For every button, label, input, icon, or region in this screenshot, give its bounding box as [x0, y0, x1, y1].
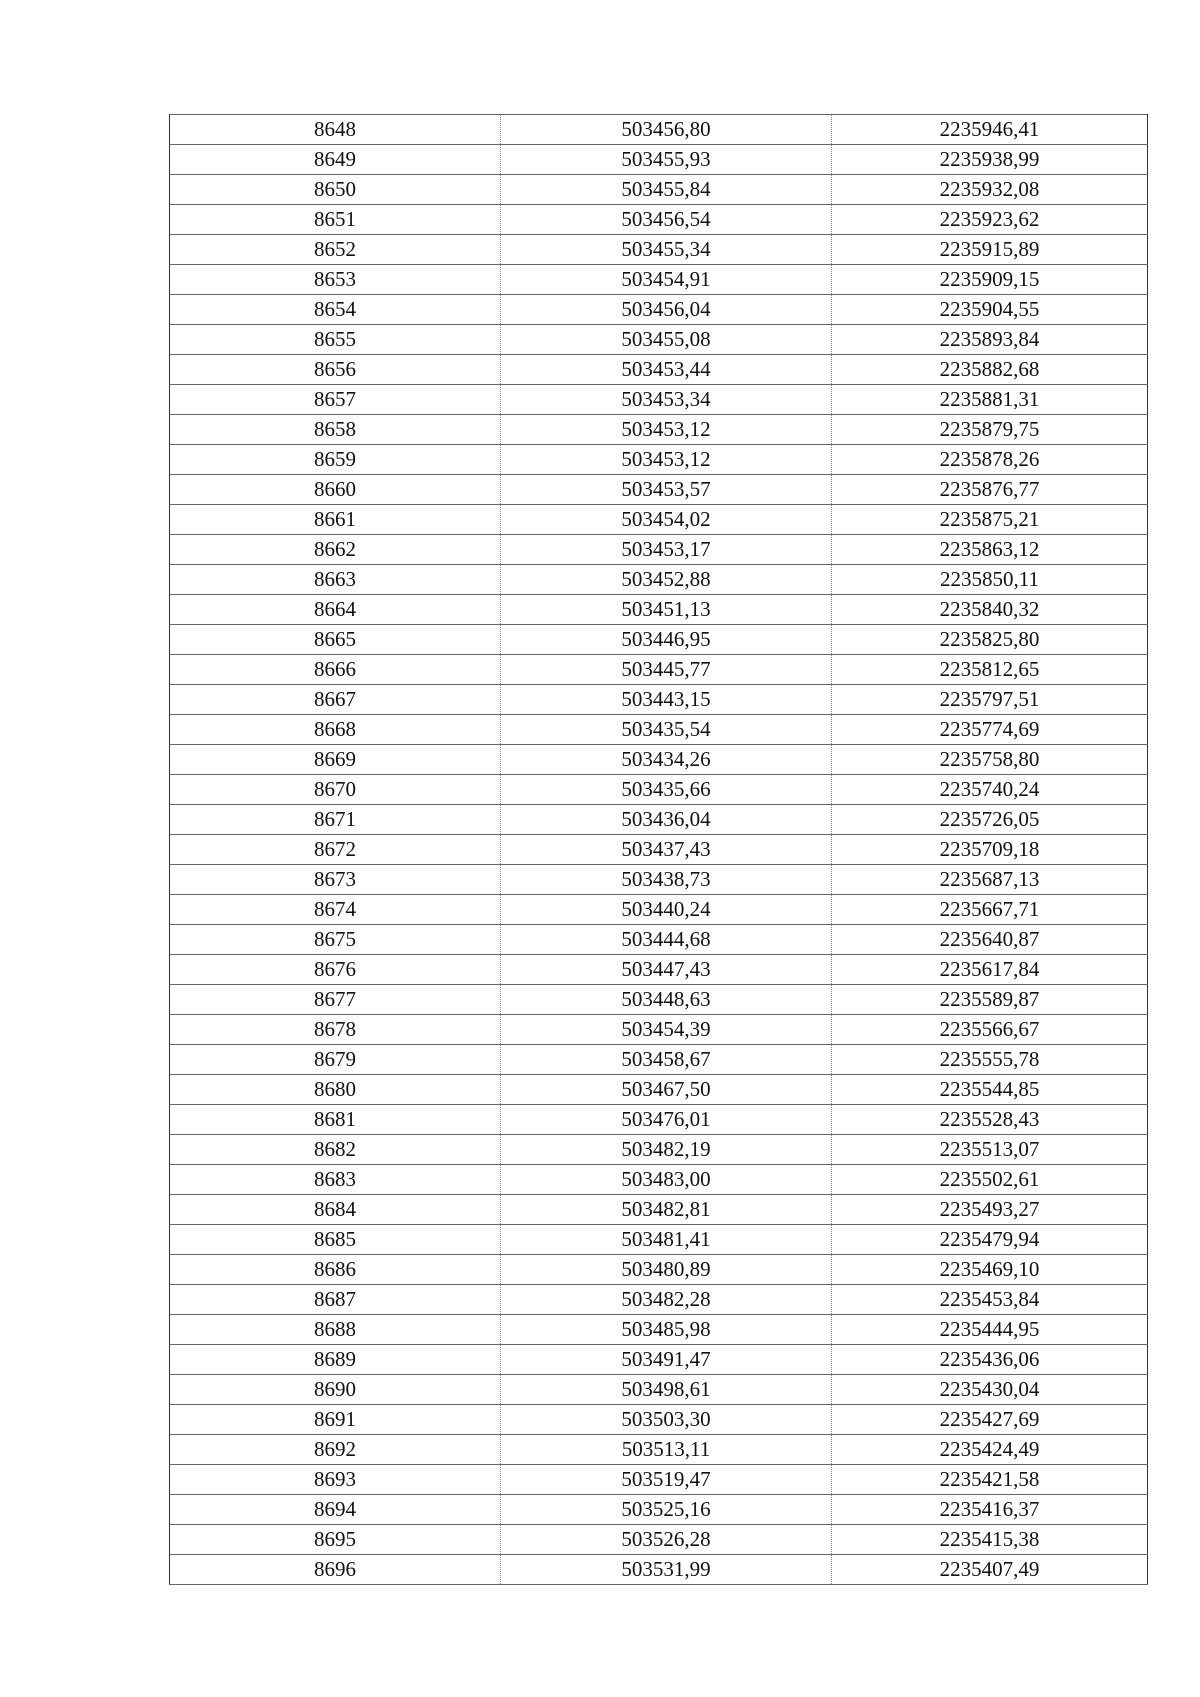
y-coordinate-cell: 2235436,06 [832, 1345, 1148, 1375]
table-row [170, 805, 1148, 835]
table-row [170, 1555, 1148, 1585]
y-coordinate-cell: 2235709,18 [832, 835, 1148, 865]
y-coordinate-cell: 2235589,87 [832, 985, 1148, 1015]
y-coordinate-cell: 2235840,32 [832, 595, 1148, 625]
x-coordinate-cell: 503531,99 [501, 1555, 832, 1585]
y-coordinate-cell: 2235740,24 [832, 775, 1148, 805]
x-coordinate-cell: 503438,73 [501, 865, 832, 895]
x-coordinate-cell: 503456,80 [501, 115, 832, 145]
table-row [170, 205, 1148, 235]
x-coordinate-cell: 503446,95 [501, 625, 832, 655]
table-row [170, 745, 1148, 775]
point-number-cell: 8660 [170, 475, 501, 505]
point-number-cell: 8671 [170, 805, 501, 835]
point-number-cell: 8659 [170, 445, 501, 475]
x-coordinate-cell: 503483,00 [501, 1165, 832, 1195]
point-number-cell: 8649 [170, 145, 501, 175]
x-coordinate-cell: 503436,04 [501, 805, 832, 835]
table-row [170, 1165, 1148, 1195]
point-number-cell: 8677 [170, 985, 501, 1015]
table-row [170, 1315, 1148, 1345]
point-number-cell: 8657 [170, 385, 501, 415]
x-coordinate-cell: 503437,43 [501, 835, 832, 865]
y-coordinate-cell: 2235876,77 [832, 475, 1148, 505]
y-coordinate-cell: 2235453,84 [832, 1285, 1148, 1315]
y-coordinate-cell: 2235881,31 [832, 385, 1148, 415]
table-row [170, 685, 1148, 715]
y-coordinate-cell: 2235469,10 [832, 1255, 1148, 1285]
y-coordinate-cell: 2235444,95 [832, 1315, 1148, 1345]
point-number-cell: 8696 [170, 1555, 501, 1585]
y-coordinate-cell: 2235415,38 [832, 1525, 1148, 1555]
x-coordinate-cell: 503454,91 [501, 265, 832, 295]
x-coordinate-cell: 503453,57 [501, 475, 832, 505]
table-row [170, 1525, 1148, 1555]
point-number-cell: 8686 [170, 1255, 501, 1285]
table-row [170, 475, 1148, 505]
x-coordinate-cell: 503455,84 [501, 175, 832, 205]
x-coordinate-cell: 503453,17 [501, 535, 832, 565]
x-coordinate-cell: 503453,12 [501, 445, 832, 475]
point-number-cell: 8687 [170, 1285, 501, 1315]
y-coordinate-cell: 2235528,43 [832, 1105, 1148, 1135]
point-number-cell: 8694 [170, 1495, 501, 1525]
x-coordinate-cell: 503480,89 [501, 1255, 832, 1285]
point-number-cell: 8663 [170, 565, 501, 595]
table-row [170, 1225, 1148, 1255]
point-number-cell: 8652 [170, 235, 501, 265]
x-coordinate-cell: 503443,15 [501, 685, 832, 715]
table-row [170, 1495, 1148, 1525]
point-number-cell: 8667 [170, 685, 501, 715]
y-coordinate-cell: 2235879,75 [832, 415, 1148, 445]
table-row [170, 595, 1148, 625]
x-coordinate-cell: 503435,54 [501, 715, 832, 745]
table-row [170, 295, 1148, 325]
x-coordinate-cell: 503454,02 [501, 505, 832, 535]
point-number-cell: 8674 [170, 895, 501, 925]
table-row [170, 1255, 1148, 1285]
table-row [170, 1465, 1148, 1495]
table-row [170, 565, 1148, 595]
y-coordinate-cell: 2235479,94 [832, 1225, 1148, 1255]
y-coordinate-cell: 2235893,84 [832, 325, 1148, 355]
table-row [170, 235, 1148, 265]
table-row [170, 625, 1148, 655]
table-row [170, 1375, 1148, 1405]
table-row [170, 1105, 1148, 1135]
x-coordinate-cell: 503476,01 [501, 1105, 832, 1135]
point-number-cell: 8692 [170, 1435, 501, 1465]
x-coordinate-cell: 503481,41 [501, 1225, 832, 1255]
y-coordinate-cell: 2235424,49 [832, 1435, 1148, 1465]
y-coordinate-cell: 2235882,68 [832, 355, 1148, 385]
table-row [170, 115, 1148, 145]
x-coordinate-cell: 503455,34 [501, 235, 832, 265]
y-coordinate-cell: 2235946,41 [832, 115, 1148, 145]
point-number-cell: 8684 [170, 1195, 501, 1225]
x-coordinate-cell: 503445,77 [501, 655, 832, 685]
x-coordinate-cell: 503434,26 [501, 745, 832, 775]
point-number-cell: 8648 [170, 115, 501, 145]
point-number-cell: 8653 [170, 265, 501, 295]
point-number-cell: 8666 [170, 655, 501, 685]
point-number-cell: 8675 [170, 925, 501, 955]
y-coordinate-cell: 2235617,84 [832, 955, 1148, 985]
point-number-cell: 8689 [170, 1345, 501, 1375]
point-number-cell: 8688 [170, 1315, 501, 1345]
point-number-cell: 8685 [170, 1225, 501, 1255]
point-number-cell: 8681 [170, 1105, 501, 1135]
point-number-cell: 8662 [170, 535, 501, 565]
table-row [170, 415, 1148, 445]
y-coordinate-cell: 2235875,21 [832, 505, 1148, 535]
table-row [170, 655, 1148, 685]
point-number-cell: 8668 [170, 715, 501, 745]
table-row [170, 265, 1148, 295]
y-coordinate-cell: 2235513,07 [832, 1135, 1148, 1165]
point-number-cell: 8656 [170, 355, 501, 385]
x-coordinate-cell: 503440,24 [501, 895, 832, 925]
x-coordinate-cell: 503447,43 [501, 955, 832, 985]
y-coordinate-cell: 2235923,62 [832, 205, 1148, 235]
y-coordinate-cell: 2235812,65 [832, 655, 1148, 685]
x-coordinate-cell: 503467,50 [501, 1075, 832, 1105]
table-row [170, 985, 1148, 1015]
x-coordinate-cell: 503453,34 [501, 385, 832, 415]
x-coordinate-cell: 503444,68 [501, 925, 832, 955]
point-number-cell: 8682 [170, 1135, 501, 1165]
table-row [170, 1075, 1148, 1105]
y-coordinate-cell: 2235687,13 [832, 865, 1148, 895]
x-coordinate-cell: 503451,13 [501, 595, 832, 625]
point-number-cell: 8672 [170, 835, 501, 865]
table-row [170, 835, 1148, 865]
table-row [170, 1345, 1148, 1375]
x-coordinate-cell: 503482,81 [501, 1195, 832, 1225]
x-coordinate-cell: 503454,39 [501, 1015, 832, 1045]
x-coordinate-cell: 503525,16 [501, 1495, 832, 1525]
table-row [170, 1015, 1148, 1045]
y-coordinate-cell: 2235825,80 [832, 625, 1148, 655]
y-coordinate-cell: 2235640,87 [832, 925, 1148, 955]
x-coordinate-cell: 503452,88 [501, 565, 832, 595]
table-row [170, 775, 1148, 805]
point-number-cell: 8680 [170, 1075, 501, 1105]
point-number-cell: 8651 [170, 205, 501, 235]
x-coordinate-cell: 503519,47 [501, 1465, 832, 1495]
table-row [170, 1135, 1148, 1165]
table-row [170, 355, 1148, 385]
table-row [170, 1405, 1148, 1435]
x-coordinate-cell: 503498,61 [501, 1375, 832, 1405]
point-number-cell: 8665 [170, 625, 501, 655]
x-coordinate-cell: 503453,12 [501, 415, 832, 445]
table-row [170, 145, 1148, 175]
x-coordinate-cell: 503456,54 [501, 205, 832, 235]
y-coordinate-cell: 2235421,58 [832, 1465, 1148, 1495]
y-coordinate-cell: 2235938,99 [832, 145, 1148, 175]
y-coordinate-cell: 2235726,05 [832, 805, 1148, 835]
point-number-cell: 8673 [170, 865, 501, 895]
y-coordinate-cell: 2235932,08 [832, 175, 1148, 205]
table-row [170, 925, 1148, 955]
y-coordinate-cell: 2235915,89 [832, 235, 1148, 265]
table-row [170, 385, 1148, 415]
table-row [170, 1285, 1148, 1315]
x-coordinate-cell: 503455,08 [501, 325, 832, 355]
table-row [170, 535, 1148, 565]
y-coordinate-cell: 2235430,04 [832, 1375, 1148, 1405]
point-number-cell: 8695 [170, 1525, 501, 1555]
y-coordinate-cell: 2235502,61 [832, 1165, 1148, 1195]
x-coordinate-cell: 503458,67 [501, 1045, 832, 1075]
x-coordinate-cell: 503503,30 [501, 1405, 832, 1435]
x-coordinate-cell: 503526,28 [501, 1525, 832, 1555]
table-row [170, 175, 1148, 205]
point-number-cell: 8676 [170, 955, 501, 985]
x-coordinate-cell: 503448,63 [501, 985, 832, 1015]
y-coordinate-cell: 2235427,69 [832, 1405, 1148, 1435]
point-number-cell: 8693 [170, 1465, 501, 1495]
y-coordinate-cell: 2235904,55 [832, 295, 1148, 325]
table-row [170, 445, 1148, 475]
point-number-cell: 8658 [170, 415, 501, 445]
point-number-cell: 8678 [170, 1015, 501, 1045]
table-row [170, 325, 1148, 355]
coordinates-table-body [170, 115, 1148, 1585]
table-row [170, 715, 1148, 745]
y-coordinate-cell: 2235774,69 [832, 715, 1148, 745]
table-row [170, 1045, 1148, 1075]
x-coordinate-cell: 503491,47 [501, 1345, 832, 1375]
table-row [170, 505, 1148, 535]
x-coordinate-cell: 503455,93 [501, 145, 832, 175]
point-number-cell: 8650 [170, 175, 501, 205]
x-coordinate-cell: 503513,11 [501, 1435, 832, 1465]
table-row [170, 1435, 1148, 1465]
table-row [170, 895, 1148, 925]
point-number-cell: 8670 [170, 775, 501, 805]
y-coordinate-cell: 2235909,15 [832, 265, 1148, 295]
point-number-cell: 8679 [170, 1045, 501, 1075]
y-coordinate-cell: 2235544,85 [832, 1075, 1148, 1105]
point-number-cell: 8654 [170, 295, 501, 325]
y-coordinate-cell: 2235555,78 [832, 1045, 1148, 1075]
y-coordinate-cell: 2235407,49 [832, 1555, 1148, 1585]
point-number-cell: 8683 [170, 1165, 501, 1195]
y-coordinate-cell: 2235863,12 [832, 535, 1148, 565]
point-number-cell: 8661 [170, 505, 501, 535]
y-coordinate-cell: 2235566,67 [832, 1015, 1148, 1045]
point-number-cell: 8664 [170, 595, 501, 625]
point-number-cell: 8690 [170, 1375, 501, 1405]
point-number-cell: 8669 [170, 745, 501, 775]
y-coordinate-cell: 2235797,51 [832, 685, 1148, 715]
y-coordinate-cell: 2235416,37 [832, 1495, 1148, 1525]
y-coordinate-cell: 2235667,71 [832, 895, 1148, 925]
x-coordinate-cell: 503482,28 [501, 1285, 832, 1315]
coordinates-table [169, 114, 1148, 1585]
table-row [170, 865, 1148, 895]
table-row [170, 1195, 1148, 1225]
x-coordinate-cell: 503485,98 [501, 1315, 832, 1345]
x-coordinate-cell: 503435,66 [501, 775, 832, 805]
x-coordinate-cell: 503482,19 [501, 1135, 832, 1165]
y-coordinate-cell: 2235850,11 [832, 565, 1148, 595]
point-number-cell: 8691 [170, 1405, 501, 1435]
y-coordinate-cell: 2235758,80 [832, 745, 1148, 775]
y-coordinate-cell: 2235493,27 [832, 1195, 1148, 1225]
x-coordinate-cell: 503453,44 [501, 355, 832, 385]
y-coordinate-cell: 2235878,26 [832, 445, 1148, 475]
x-coordinate-cell: 503456,04 [501, 295, 832, 325]
table-row [170, 955, 1148, 985]
point-number-cell: 8655 [170, 325, 501, 355]
